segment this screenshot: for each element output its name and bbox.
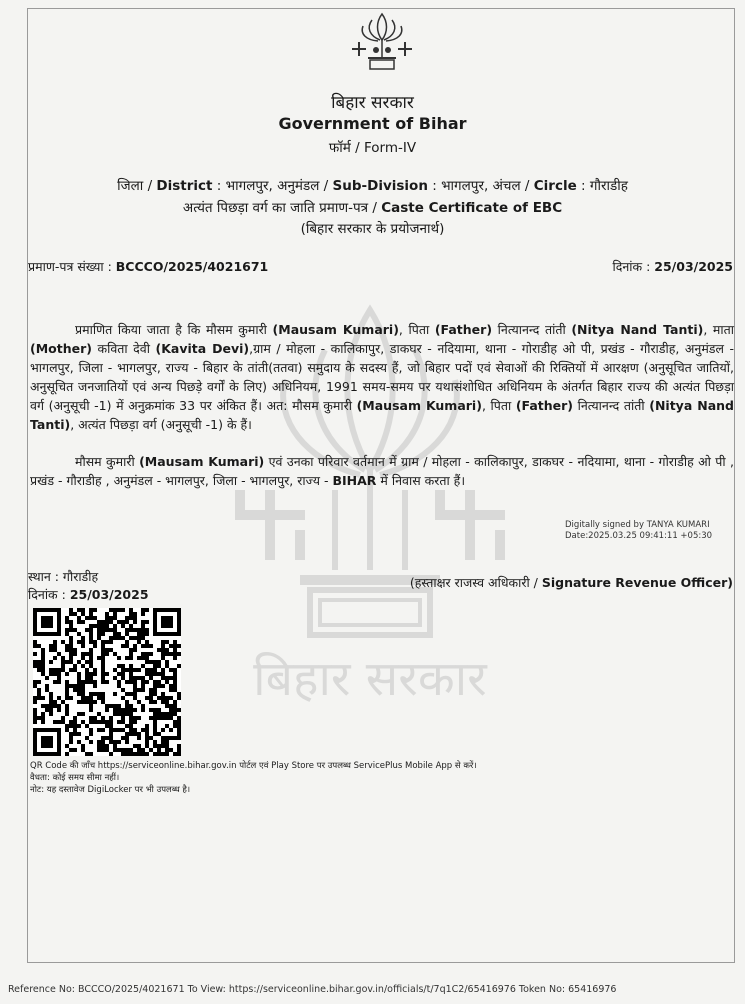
- issue-date-value: 25/03/2025: [654, 259, 733, 274]
- paragraph1-text-run: कविता देवी: [91, 341, 156, 356]
- place: स्थान : गौराडीह: [28, 569, 99, 584]
- issue-date: [612, 258, 733, 275]
- govt-title-hindi: बिहार सरकार: [331, 93, 414, 113]
- circle-value: : गौराडीह: [576, 178, 628, 194]
- paragraph1-text-run: नित्यानन्द तांती: [492, 322, 572, 337]
- location-line: [0, 176, 745, 194]
- qr-check-note: QR Code की जाँच https://serviceonline.bihar.gov.in पोर्टल एवं Play Store पर उपलब्ध ServicePlus Mobile App से करें।: [30, 761, 477, 771]
- residence-paragraph: [30, 452, 734, 490]
- certificate-number: [28, 258, 268, 275]
- certificate-number-value: BCCCO/2025/4021671: [115, 259, 269, 274]
- district-prefix: जिला /: [117, 178, 157, 194]
- place-date-label: दिनांक :: [28, 587, 70, 602]
- paragraph1-text-run: , पिता: [398, 322, 435, 337]
- paragraph1-text-run: , पिता: [481, 398, 516, 413]
- digital-signature-signer: Digitally signed by TANYA KUMARI: [565, 520, 710, 530]
- paragraph1-text-run: , माता: [703, 322, 734, 337]
- watermark-text: बिहार सरकार: [253, 651, 487, 707]
- bihar-state-emblem: [348, 10, 416, 74]
- paragraph1-text-run: ,ग्राम / मोहला - कालिकापुर, डाकघर - नदियामा, थाना - गोराडीह ओ पी, प्रखंड - गौराडीह, अनुमंडल - भागलपुर, जिला - भागलपुर, राज्य - बिहार के तांती(ततवा) समुदाय के सदस्य हैं, जो बिहार पदों एवं सेवाओं की रिक्तियों में आरक्षण (अनुसूचित जातियों, अनुसूचित जनजातियों एवं अन्य पिछड़े वर्गों के लिए) अधिनियम, 1991 समय-समय पर यथासंशोधित अधिनियम के अंतर्गत बिहार राज्य की अत्यंत पिछड़ा वर्ग (अनुसूची -1) में अनुक्रमांक 33 पर अंकित हैं। अत: मौसम कुमारी: [30, 341, 734, 413]
- paragraph1-text-run: नित्यानन्द तांती: [573, 398, 650, 413]
- circle-label: Circle: [533, 178, 577, 194]
- district-label: District: [156, 178, 213, 194]
- paragraph2-text-run: एवं उनका परिवार वर्तमान में ग्राम / मोहला - कालिकापुर, डाकघर - नदियामा, थाना - गोराडीह ओ पी , प्रखंड - गौराडीह , अनुमंडल - भागलपुर, जिला - भागलपुर, राज्य -: [30, 454, 734, 488]
- paragraph1-text-run: प्रमाणित किया जाता है कि मौसम कुमारी: [75, 322, 273, 337]
- form-number: फॉर्म / Form-IV: [328, 140, 417, 156]
- paragraph1-text-run: , अत्यंत पिछड़ा वर्ग (अनुसूची -1) के हैं।: [70, 417, 252, 432]
- issue-date-label: दिनांक :: [612, 259, 655, 274]
- certificate-purpose: (बिहार सरकार के प्रयोजनार्थ): [300, 221, 445, 237]
- certificate-title-english: Caste Certificate of EBC: [381, 200, 563, 216]
- certificate-title-hindi: अत्यंत पिछड़ा वर्ग का जाति प्रमाण-पत्र /: [182, 200, 382, 216]
- paragraph1-text-run: (Nitya Nand Tanti): [571, 322, 704, 337]
- verification-qr-code[interactable]: [33, 608, 181, 756]
- signatory: [410, 574, 733, 591]
- subdivision-label: Sub-Division: [332, 178, 428, 194]
- digilocker-note: नोट: यह दस्तावेज DigiLocker पर भी उपलब्ध है।: [30, 785, 191, 795]
- digital-signature-date: Date:2025.03.25 09:41:11 +05:30: [565, 531, 713, 541]
- validity-note: वैधता: कोई समय सीमा नहीं।: [30, 773, 120, 783]
- signatory-hindi: (हस्ताक्षर राजस्व अधिकारी /: [409, 575, 542, 590]
- footnotes: [30, 760, 477, 796]
- certification-paragraph: [30, 320, 734, 434]
- paragraph1-text-run: (Nitya Nand Tanti): [30, 398, 734, 432]
- paragraph1-text-run: (Mother): [30, 341, 92, 356]
- paragraph2-text-run: में निवास करता हैं।: [376, 473, 466, 488]
- district-value: : भागलपुर, अनुमंडल /: [212, 178, 333, 194]
- paragraph1-text-run: (Father): [434, 322, 493, 337]
- place-date: [28, 586, 149, 603]
- paragraph1-text-run: (Kavita Devi): [155, 341, 250, 356]
- paragraph2-text-run: BIHAR: [332, 473, 377, 488]
- paragraph1-text-run: (Mausam Kumari): [356, 398, 482, 413]
- reference-footer: Reference No: BCCCO/2025/4021671 To View: https://serviceonline.bihar.gov.in/officials/t/7q1C2/65416976 Token No: 65416976: [8, 984, 617, 995]
- paragraph1-text-run: (Mausam Kumari): [272, 322, 399, 337]
- subdivision-value: : भागलपुर, अंचल /: [427, 178, 534, 194]
- paragraph2-text-run: (Mausam Kumari): [139, 454, 265, 469]
- certificate-title: [0, 198, 745, 216]
- certificate-number-label: प्रमाण-पत्र संख्या :: [28, 259, 116, 274]
- paragraph2-text-run: मौसम कुमारी: [75, 454, 140, 469]
- signatory-english: Signature Revenue Officer): [541, 575, 733, 590]
- paragraph1-text-run: (Father): [515, 398, 573, 413]
- place-date-value: 25/03/2025: [69, 587, 149, 602]
- govt-title-english: Government of Bihar: [278, 114, 467, 133]
- digital-signature: [565, 520, 712, 542]
